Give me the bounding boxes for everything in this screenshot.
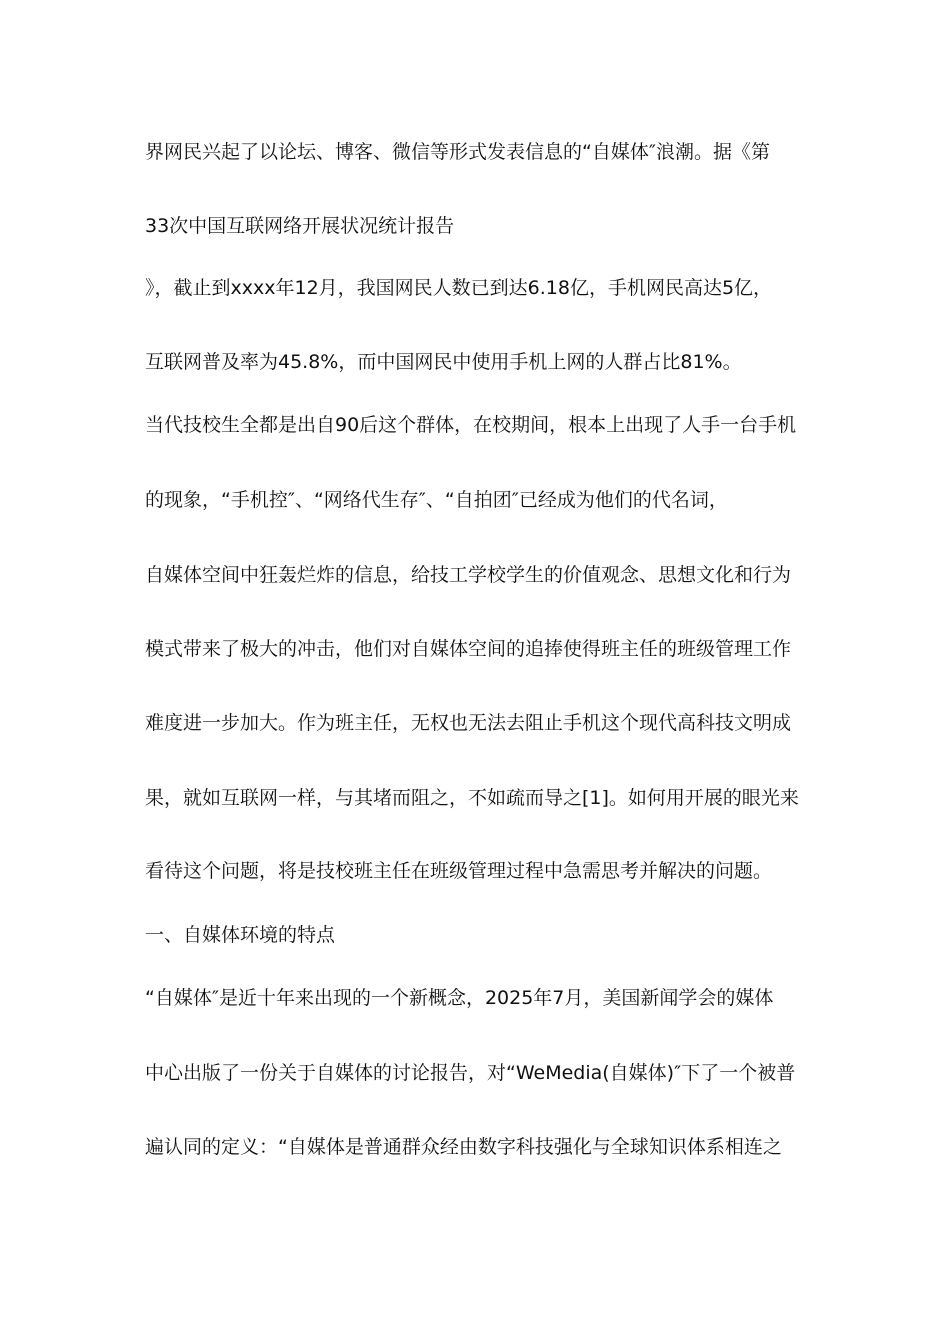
paragraph-line: 33次中国互联网络开展状况统计报告: [145, 215, 455, 237]
paragraph-line: 》，截止到xxxx年12月，我国网民人数已到达6.18亿，手机网民高达5亿，: [145, 277, 773, 299]
paragraph-line: 看待这个问题，将是技校班主任在班级管理过程中急需思考并解决的问题。: [145, 860, 773, 882]
paragraph-line: 互联网普及率为45.8%，而中国网民中使用手机上网的人群占比81%。: [145, 351, 742, 373]
paragraph-line: 果，就如互联网一样，与其堵而阻之，不如疏而导之[1]。如何用开展的眼光来: [145, 787, 799, 809]
paragraph-line: “自媒体″是近十年来出现的一个新概念，2025年7月，美国新闻学会的媒体: [145, 987, 774, 1009]
paragraph-line: 难度进一步加大。作为班主任，无权也无法去阻止手机这个现代高科技文明成: [145, 712, 792, 734]
paragraph-line: 模式带来了极大的冲击，他们对自媒体空间的追捧使得班主任的班级管理工作: [145, 638, 792, 660]
paragraph-line: 自媒体空间中狂轰烂炸的信息，给技工学校学生的价值观念、思想文化和行为: [145, 564, 792, 586]
paragraph-line: 当代技校生全都是出自90后这个群体，在校期间，根本上出现了人手一台手机: [145, 414, 797, 436]
paragraph-line: 遍认同的定义：“自媒体是普通群众经由数字科技强化与全球知识体系相连之: [145, 1136, 782, 1158]
section-heading: 一、自媒体环境的特点: [145, 924, 336, 946]
paragraph-line: 界网民兴起了以论坛、博客、微信等形式发表信息的“自媒体″浪潮。据《第: [145, 141, 770, 163]
paragraph-line: 中心出版了一份关于自媒体的讨论报告，对“WeMedia(自媒体)″下了一个被普: [145, 1062, 796, 1084]
paragraph-line: 的现象，“手机控″、“网络代生存″、“自拍团″已经成为他们的代名词，: [145, 489, 728, 511]
